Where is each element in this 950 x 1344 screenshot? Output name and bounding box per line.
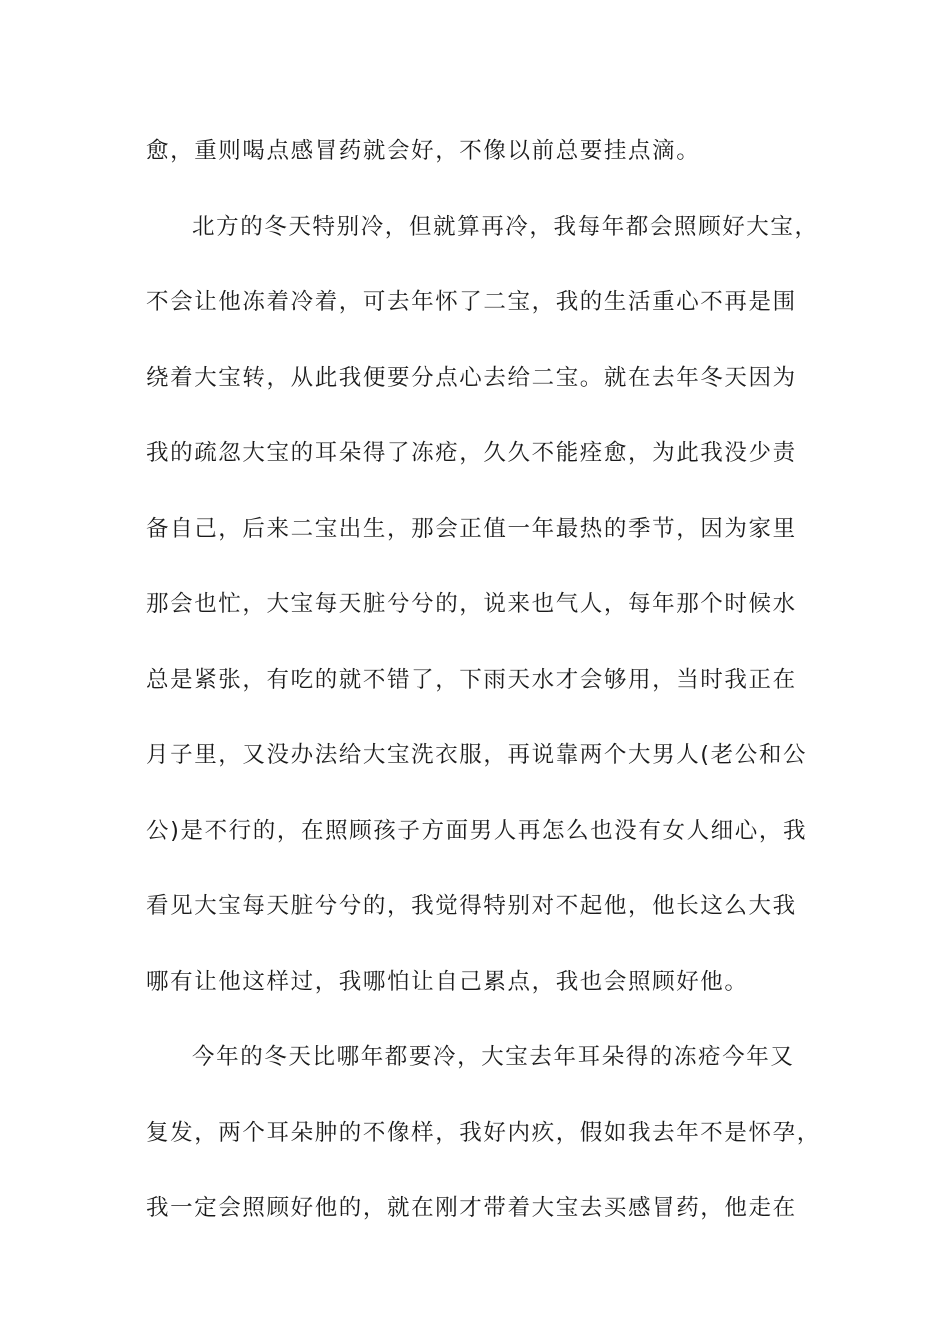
text-line-10: 公)是不行的，在照顾孩子方面男人再怎么也没有女人细心，我 bbox=[146, 817, 808, 844]
text-line-11: 看见大宝每天脏兮兮的，我觉得特别对不起他，他长这么大我 bbox=[146, 893, 797, 919]
text-line-5: 我的疏忽大宝的耳朵得了冻疮，久久不能痊愈，为此我没少责 bbox=[146, 440, 797, 466]
text-line-15: 我一定会照顾好他的，就在刚才带着大宝去买感冒药，他走在 bbox=[146, 1195, 797, 1221]
body-text bbox=[146, 131, 821, 1264]
text-line-4: 绕着大宝转，从此我便要分点心去给二宝。就在去年冬天因为 bbox=[146, 364, 797, 391]
text-line-1: 愈，重则喝点感冒药就会好，不像以前总要挂点滴。 bbox=[146, 138, 701, 164]
text-line-14: 复发，两个耳朵肿的不像样，我好内疚，假如我去年不是怀孕， bbox=[146, 1119, 821, 1146]
text-line-6: 备自己，后来二宝出生，那会正值一年最热的季节，因为家里 bbox=[146, 515, 797, 542]
text-line-7: 那会也忙，大宝每天脏兮兮的，说来也气人，每年那个时候水 bbox=[146, 591, 797, 617]
text-line-12: 哪有让他这样过，我哪怕让自己累点，我也会照顾好他。 bbox=[146, 968, 749, 995]
text-line-3: 不会让他冻着冷着，可去年怀了二宝，我的生活重心不再是围 bbox=[146, 289, 797, 315]
text-line-9: 月子里，又没办法给大宝洗衣服，再说靠两个大男人(老公和公 bbox=[146, 742, 808, 768]
text-line-8: 总是紧张，有吃的就不错了，下雨天水才会够用，当时我正在 bbox=[146, 666, 797, 693]
text-line-13: 今年的冬天比哪年都要冷，大宝去年耳朵得的冻疮今年又 bbox=[192, 1044, 795, 1070]
text-line-2: 北方的冬天特别冷，但就算再冷，我每年都会照顾好大宝， bbox=[192, 213, 819, 240]
